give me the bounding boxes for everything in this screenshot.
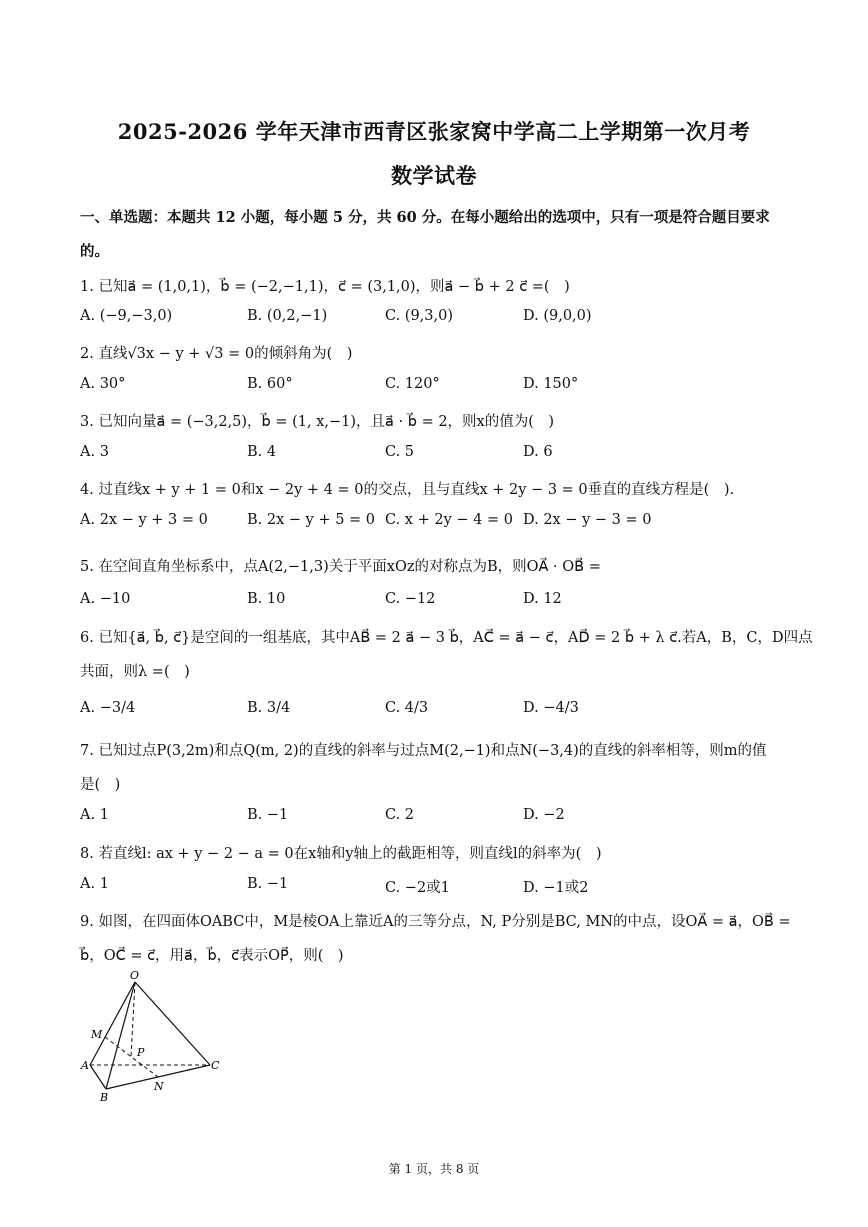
question-7: 7. 已知过点P(3,2m)和点Q(m, 2)的直线的斜率与过点M(2,−1)和点N(−3,4)的直线的斜率相等，则m的值 xyxy=(80,743,767,759)
question-5: 5. 在空间直角坐标系中，点A(2,−1,3)关于平面xOz的对称点为B，则OA⃗ · OB⃗ = xyxy=(80,559,601,575)
option-c: C. 5 xyxy=(385,444,415,460)
option-b: B. 10 xyxy=(247,591,286,607)
option-a: A. −10 xyxy=(80,591,131,607)
question-7-options xyxy=(80,807,800,829)
question-6-options xyxy=(80,700,800,722)
label-C: C xyxy=(211,1059,220,1072)
question-8: 8. 若直线l: ax + y − 2 − a = 0在x轴和y轴上的截距相等，则直线l的斜率为( ) xyxy=(80,846,602,862)
label-B: B xyxy=(100,1091,109,1103)
label-A: A xyxy=(81,1059,89,1072)
option-a: A. 2x − y + 3 = 0 xyxy=(80,512,208,528)
option-d: D. (9,0,0) xyxy=(523,308,592,324)
label-P: P xyxy=(137,1046,145,1059)
option-d: D. −4/3 xyxy=(523,700,579,716)
edge-OA xyxy=(90,982,135,1065)
question-6-cont: 共面，则λ =( ) xyxy=(80,664,190,680)
exam-title: 2025-2026 学年天津市西青区张家窝中学高二上学期第一次月考 xyxy=(117,119,751,144)
option-a: A. 1 xyxy=(80,807,109,823)
option-b: B. −1 xyxy=(247,876,289,892)
option-c: C. −2或1 xyxy=(385,880,450,896)
question-7-cont: 是( ) xyxy=(80,777,121,793)
option-b: B. 3/4 xyxy=(247,700,291,716)
question-9: 9. 如图，在四面体OABC中，M是棱OA上靠近A的三等分点，N, P分别是BC, MN的中点，设OA⃗ = a⃗，OB⃗ = xyxy=(80,914,791,930)
option-d: D. 12 xyxy=(523,591,562,607)
option-a: A. (−9,−3,0) xyxy=(80,308,173,324)
option-b: B. (0,2,−1) xyxy=(247,308,328,324)
section-heading: 一、单选题：本题共 12 小题，每小题 5 分，共 60 分。在每小题给出的选项中，只有一项是符合题目要求 xyxy=(80,209,770,226)
option-a: A. 3 xyxy=(80,444,109,460)
option-a: A. 30° xyxy=(80,376,126,392)
option-b: B. −1 xyxy=(247,807,289,823)
option-d: D. 2x − y − 3 = 0 xyxy=(523,512,652,528)
question-5-options xyxy=(80,591,800,613)
question-8-options xyxy=(80,876,800,898)
question-1: 1. 已知a⃗ = (1,0,1)，b⃗ = (−2,−1,1)，c⃗ = (3,1,0)，则a⃗ − b⃗ + 2 c⃗ =( ) xyxy=(80,279,570,295)
section-heading-cont: 的。 xyxy=(80,243,109,260)
option-c: C. −12 xyxy=(385,591,436,607)
label-O: O xyxy=(130,969,140,982)
question-3: 3. 已知向量a⃗ = (−3,2,5)，b⃗ = (1, x,−1)，且a⃗ · b⃗ = 2，则x的值为( ) xyxy=(80,414,555,430)
option-c: C. 4/3 xyxy=(385,700,429,716)
question-2: 2. 直线√3x − y + √3 = 0的倾斜角为( ) xyxy=(80,346,353,362)
option-b: B. 2x − y + 5 = 0 xyxy=(247,512,376,528)
edge-OB xyxy=(106,982,135,1089)
option-c: C. 2 xyxy=(385,807,415,823)
question-9-cont: b⃗，OC⃗ = c⃗，用a⃗，b⃗，c⃗表示OP⃗，则( ) xyxy=(80,948,344,964)
option-a: A. 1 xyxy=(80,876,109,892)
option-d: D. 150° xyxy=(523,376,579,392)
option-a: A. −3/4 xyxy=(80,700,136,716)
option-c: C. x + 2y − 4 = 0 xyxy=(385,512,513,528)
option-d: D. −1或2 xyxy=(523,880,589,896)
option-d: D. 6 xyxy=(523,444,553,460)
tetrahedron-figure xyxy=(80,968,230,1103)
question-4-options xyxy=(80,512,800,534)
label-M: M xyxy=(91,1028,103,1041)
question-4: 4. 过直线x + y + 1 = 0和x − 2y + 4 = 0的交点，且与直线x + 2y − 3 = 0垂直的直线方程是( ). xyxy=(80,482,735,498)
exam-subtitle: 数学试卷 xyxy=(391,163,477,188)
label-N: N xyxy=(154,1080,164,1093)
question-3-options xyxy=(80,444,800,466)
question-1-options xyxy=(80,308,800,330)
option-c: C. (9,3,0) xyxy=(385,308,454,324)
question-6: 6. 已知{a⃗, b⃗, c⃗}是空间的一组基底，其中AB⃗ = 2 a⃗ − 3 b⃗，AC⃗ = a⃗ − c⃗，AD⃗ = 2 b⃗ + λ c⃗.若A，B，C，D四点 xyxy=(80,630,813,646)
option-c: C. 120° xyxy=(385,376,440,392)
question-2-options xyxy=(80,376,800,398)
segment-MN xyxy=(105,1037,158,1077)
option-b: B. 4 xyxy=(247,444,277,460)
page-footer: 第 1 页，共 8 页 xyxy=(388,1162,480,1176)
option-b: B. 60° xyxy=(247,376,293,392)
option-d: D. −2 xyxy=(523,807,565,823)
edge-OC xyxy=(135,982,210,1065)
edge-AB xyxy=(90,1065,106,1089)
